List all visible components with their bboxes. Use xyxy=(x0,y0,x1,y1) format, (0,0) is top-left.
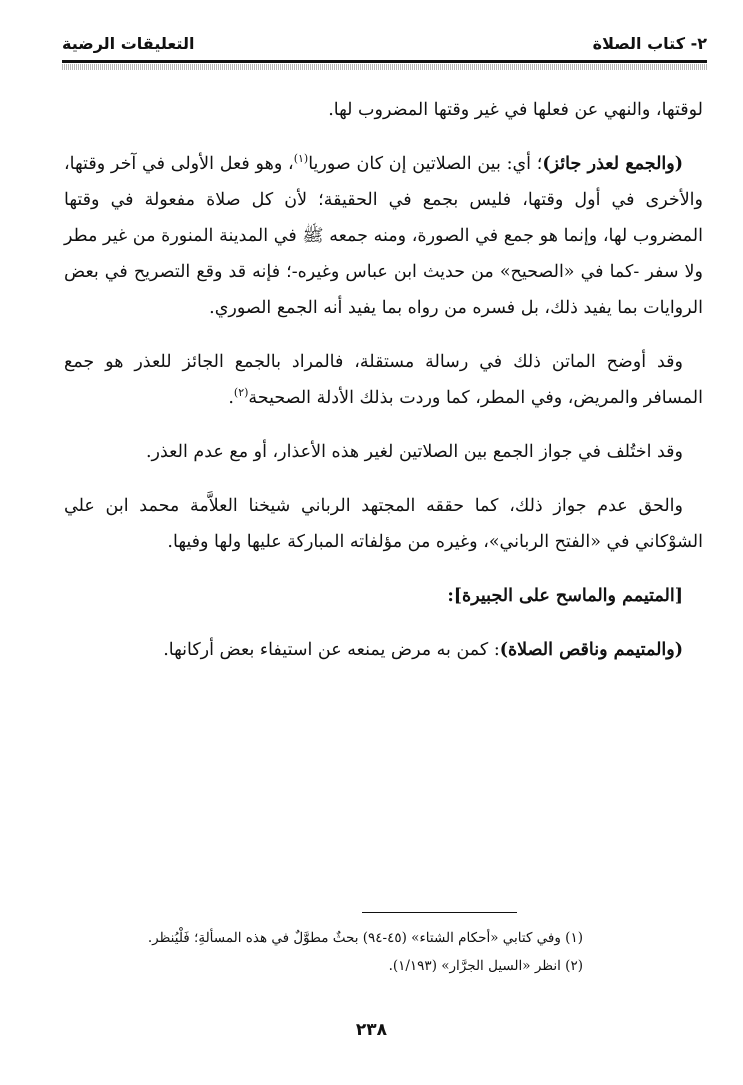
footnote-1: (١) وفي كتابي «أحكام الشتاء» (٤٥-٩٤) بحثٌ مطوَّلٌ في هذه المسألةِ؛ فَلْيُنظر. xyxy=(147,930,583,946)
header-rule xyxy=(62,60,707,63)
footnote-2: (٢) انظر «السيل الجرَّار» (١/١٩٣). xyxy=(388,958,583,974)
header-chapter: ٢- كتاب الصلاة xyxy=(592,33,707,53)
running-header xyxy=(62,26,707,60)
paragraph-3-text-b: . xyxy=(228,388,234,408)
paragraph-3-text-a: وقد أوضح الماتن ذلك في رسالة مستقلة، فالمراد بالجمع الجائز للعذر هو جمع المسافر والمريض، وفي المطر، كما وردت بذلك الأدلة الصحيحة xyxy=(64,352,703,408)
paragraph-2 xyxy=(64,146,703,326)
matn-quote-combining: (والجمع لعذر جائز) xyxy=(542,154,683,174)
header-book-title: التعليقات الرضية xyxy=(62,33,195,53)
footnotes xyxy=(64,924,703,980)
section-heading: [المتيمم والماسح على الجبيرة]: xyxy=(447,586,683,606)
paragraph-2-text-b: ، وهو فعل الأولى في آخر وقتها، والأخرى في أول وقتها، فليس بجمع في الحقيقة؛ لأن كل صلاة مفعولة في وقتها المضروب لها، وإنما هو جمع في الصورة، ومنه جمعه ﷺ في المدينة المنورة من غير مطر ولا سفر -كما في «الصحيح» من حديث ابن عباس وغيره-؛ فإنه قد وقع التصريح في بعض الروايات بما يفيد ذلك، بل فسره من رواه بما يفيد أنه الجمع الصوري. xyxy=(64,154,703,318)
paragraph-4: وقد اختُلف في جواز الجمع بين الصلاتين لغير هذه الأعذار، أو مع عدم العذر. xyxy=(145,442,683,462)
footnote-ref-2[interactable]: (٢) xyxy=(233,386,249,400)
paragraph-3 xyxy=(64,344,703,416)
paragraph-1: لوقتها، والنهي عن فعلها في غير وقتها المضروب لها. xyxy=(328,100,703,120)
footnote-separator xyxy=(362,912,517,913)
paragraph-6 xyxy=(64,632,703,668)
footnote-ref-1[interactable]: (١) xyxy=(293,152,309,166)
page-number: ٢٣٨ xyxy=(355,1020,388,1040)
paragraph-6-text: : كمن به مرض يمنعه عن استيفاء بعض أركانها. xyxy=(163,640,500,660)
paragraph-5: والحق عدم جواز ذلك، كما حققه المجتهد الرباني شيخنا العلاَّمة محمد ابن علي الشوْكاني في «الفتح الرباني»، وغيره من مؤلفاته المباركة عليها ولها وفيها. xyxy=(64,496,703,552)
main-text xyxy=(64,92,703,686)
header-shade-band xyxy=(62,64,707,70)
paragraph-2-text-a: ؛ أي: بين الصلاتين إن كان صوريا xyxy=(308,154,543,174)
matn-quote-tayammum: (والمتيمم وناقص الصلاة) xyxy=(499,640,683,660)
